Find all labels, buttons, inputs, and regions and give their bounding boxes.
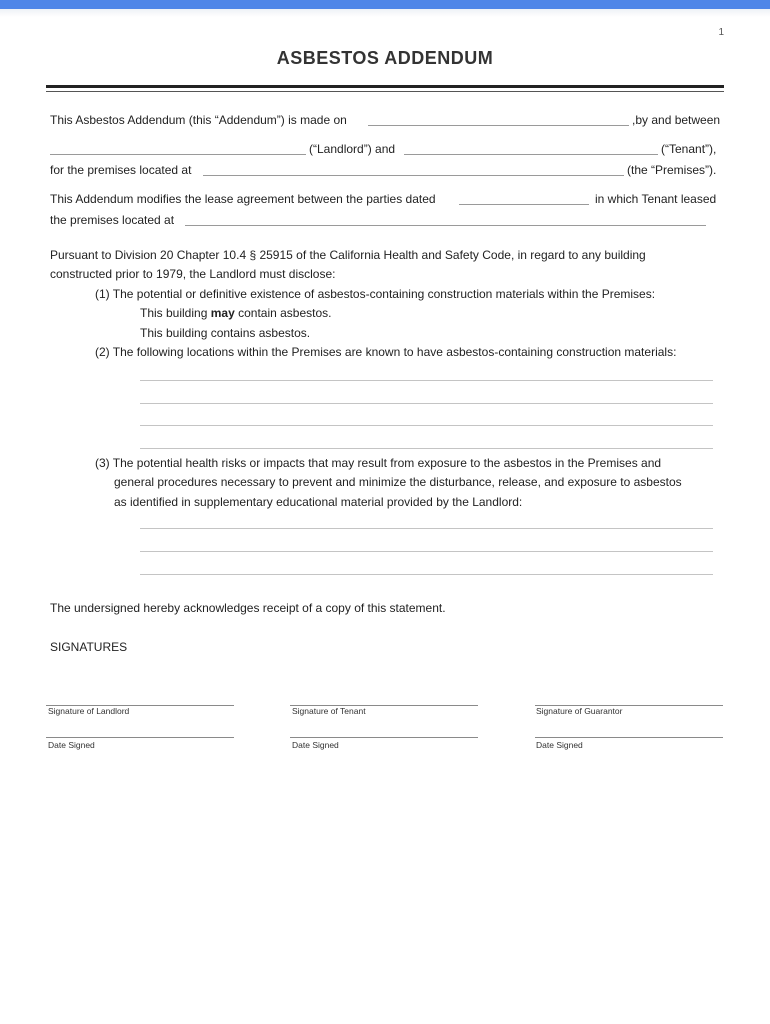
tenant-date-label: Date Signed	[292, 740, 339, 750]
modifies-line1-end: in which Tenant leased	[595, 192, 717, 206]
title-rule-thick	[46, 85, 724, 88]
location-line-4[interactable]	[140, 448, 713, 449]
disclosure-item3-line2: general procedures necessary to prevent and minimize the disturbance, release, and exposure to asbestos	[114, 475, 682, 489]
option-may-contain[interactable]	[140, 306, 332, 320]
tenant-name-field[interactable]	[404, 154, 658, 155]
premises-end-label: (the “Premises”).	[627, 163, 717, 177]
modifies-line2-text: the premises located at	[50, 213, 175, 227]
title-rule-thin	[46, 91, 724, 92]
tenant-date-field[interactable]	[290, 737, 478, 738]
acknowledgement-text: The undersigned hereby acknowledges receipt of a copy of this statement.	[50, 601, 446, 615]
disclosure-item1: (1) The potential or definitive existence of asbestos-containing construction materials within the Premises:	[95, 287, 656, 301]
landlord-date-field[interactable]	[46, 737, 234, 738]
location-line-2[interactable]	[140, 403, 713, 404]
intro-line1-end: ,by and between	[632, 113, 721, 127]
landlord-name-field[interactable]	[50, 154, 306, 155]
option-may-prefix: This building	[140, 306, 208, 320]
top-bar-shadow	[0, 9, 770, 17]
signatures-heading: SIGNATURES	[50, 640, 128, 654]
option-may-suffix: contain asbestos.	[238, 306, 332, 320]
addendum-date-field[interactable]	[368, 125, 629, 126]
disclosure-item2: (2) The following locations within the Premises are known to have asbestos-containing construction materials:	[95, 345, 677, 359]
tenant-label: (“Tenant”),	[661, 142, 717, 156]
disclosure-line2: constructed prior to 1979, the Landlord must disclose:	[50, 267, 336, 281]
disclosure-item3-line1: (3) The potential health risks or impacts that may result from exposure to the asbestos in the Premises and	[95, 456, 662, 470]
disclosure-item3-line3: as identified in supplementary educational material provided by the Landlord:	[114, 495, 523, 509]
premises-label: for the premises located at	[50, 163, 192, 177]
health-risk-line-2[interactable]	[140, 551, 713, 552]
tenant-signature-label: Signature of Tenant	[292, 706, 366, 716]
page-number: 1	[718, 27, 724, 38]
intro-line1-text: This Asbestos Addendum (this “Addendum”) is made on	[50, 113, 347, 127]
landlord-date-label: Date Signed	[48, 740, 95, 750]
landlord-signature-label: Signature of Landlord	[48, 706, 130, 716]
health-risk-line-3[interactable]	[140, 574, 713, 575]
landlord-label: (“Landlord”) and	[309, 142, 396, 156]
leased-premises-field[interactable]	[185, 225, 706, 226]
location-line-1[interactable]	[140, 380, 713, 381]
guarantor-date-field[interactable]	[535, 737, 723, 738]
guarantor-date-label: Date Signed	[536, 740, 583, 750]
option-may-bold: may	[210, 306, 235, 320]
disclosure-line1: Pursuant to Division 20 Chapter 10.4 § 25915 of the California Health and Safety Code, in regard to any building	[50, 248, 646, 262]
option-contains[interactable]: This building contains asbestos.	[140, 326, 311, 340]
lease-date-field[interactable]	[459, 204, 589, 205]
document-title: ASBESTOS ADDENDUM	[276, 48, 494, 68]
location-line-3[interactable]	[140, 425, 713, 426]
top-accent-bar	[0, 0, 770, 9]
health-risk-line-1[interactable]	[140, 528, 713, 529]
modifies-line1-text: This Addendum modifies the lease agreement between the parties dated	[50, 192, 436, 206]
premises-address-field[interactable]	[203, 175, 624, 176]
guarantor-signature-label: Signature of Guarantor	[536, 706, 623, 716]
